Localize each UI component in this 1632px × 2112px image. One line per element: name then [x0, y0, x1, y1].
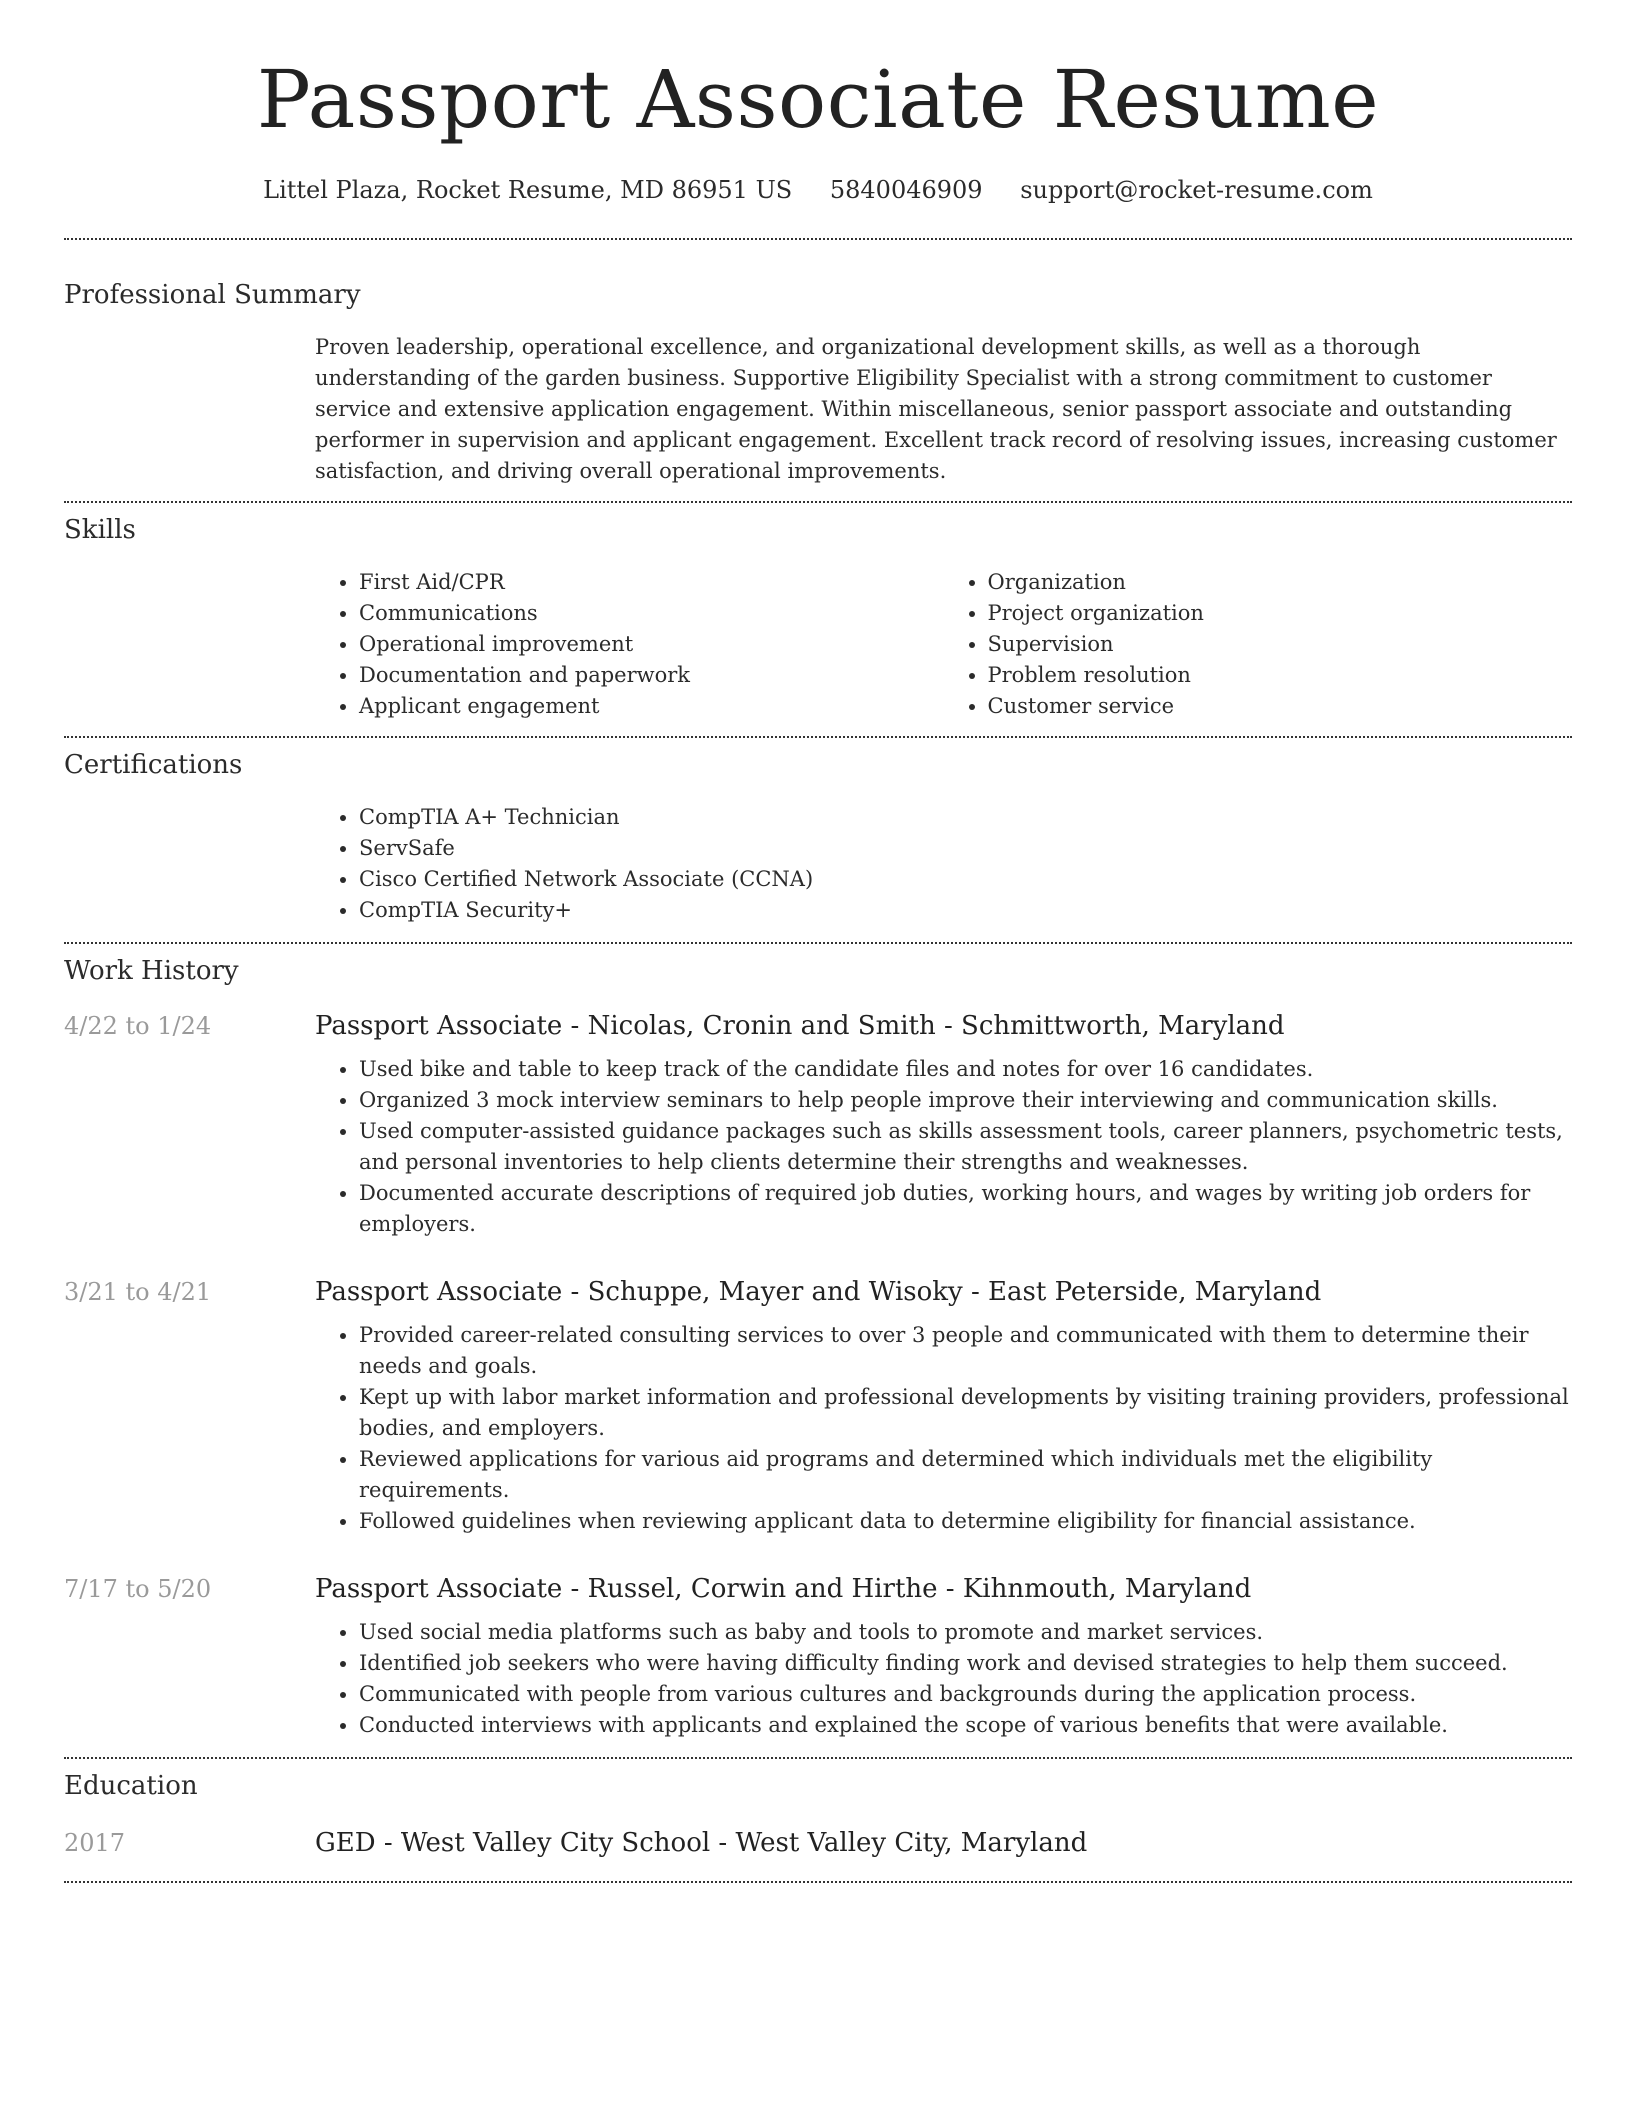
email: support@rocket-resume.com: [1020, 176, 1373, 204]
list-item: • ServSafe: [359, 833, 1572, 864]
job-title: Passport Associate - Russel, Corwin and Hirthe - Kihnmouth, Maryland: [315, 1574, 1252, 1604]
job-title: Passport Associate - Nicolas, Cronin and Smith - Schmittworth, Maryland: [315, 1011, 1285, 1041]
list-item: • Used social media platforms such as baby and tools to promote and market services.: [359, 1617, 1572, 1648]
work-history-heading: Work History: [64, 956, 239, 986]
list-item: • Kept up with labor market information and professional developments by visiting training providers, professional bodies, and employers.: [359, 1382, 1572, 1444]
list-item: • Used bike and table to keep track of the candidate files and notes for over 16 candidates.: [359, 1054, 1572, 1085]
education-section: [64, 1759, 1572, 1861]
certifications-list: [315, 802, 1572, 926]
list-item: • Organization: [988, 567, 1573, 598]
list-item: • Documentation and paperwork: [359, 660, 944, 691]
education-entry: [64, 1825, 1572, 1861]
job-bullets: [315, 1320, 1572, 1537]
list-item: • Project organization: [988, 598, 1573, 629]
page-title: Passport Associate Resume: [256, 53, 1380, 146]
education-title: GED - West Valley City School - West Valley City, Maryland: [315, 1828, 1088, 1858]
list-item: • Provided career-related consulting services to over 3 people and communicated with them to determine their needs and goals.: [359, 1320, 1572, 1382]
skills-list-left: [315, 567, 944, 722]
job-bullets: [315, 1054, 1572, 1240]
list-item: • Supervision: [988, 629, 1573, 660]
list-item: • Documented accurate descriptions of required job duties, working hours, and wages by writing job orders for employers.: [359, 1178, 1572, 1240]
job-dates: 4/22 to 1/24: [64, 1012, 212, 1040]
certifications-heading: Certifications: [64, 750, 243, 780]
list-item: • CompTIA Security+: [359, 895, 1572, 926]
list-item: • Communications: [359, 598, 944, 629]
certifications-section: [64, 738, 1572, 926]
job-dates: 3/21 to 4/21: [64, 1278, 212, 1306]
address: Littel Plaza, Rocket Resume, MD 86951 US: [263, 176, 793, 204]
contact-line: [64, 174, 1572, 206]
skills-list-right: [944, 567, 1573, 722]
education-heading: Education: [64, 1771, 198, 1801]
list-item: • Customer service: [988, 691, 1573, 722]
education-year: 2017: [64, 1829, 126, 1857]
list-item: • Operational improvement: [359, 629, 944, 660]
list-item: • Applicant engagement: [359, 691, 944, 722]
job-entry: [64, 1008, 1572, 1240]
list-item: • Used computer-assisted guidance packages such as skills assessment tools, career planners, psychometric tests, and personal inventories to help clients determine their strengths and weaknesses.: [359, 1116, 1572, 1178]
summary-heading: Professional Summary: [64, 280, 361, 310]
summary-section: [64, 240, 1572, 487]
list-item: • Communicated with people from various cultures and backgrounds during the application process.: [359, 1679, 1572, 1710]
list-item: • Problem resolution: [988, 660, 1573, 691]
work-history-section: [64, 944, 1572, 1741]
skills-heading: Skills: [64, 515, 136, 545]
list-item: • Cisco Certified Network Associate (CCNA): [359, 864, 1572, 895]
list-item: • First Aid/CPR: [359, 567, 944, 598]
job-entry: [64, 1571, 1572, 1741]
resume-page: [64, 0, 1572, 1883]
phone: 5840046909: [829, 176, 983, 204]
job-entry: [64, 1274, 1572, 1537]
job-bullets: [315, 1617, 1572, 1741]
list-item: • Organized 3 mock interview seminars to help people improve their interviewing and communication skills.: [359, 1085, 1572, 1116]
summary-text: Proven leadership, operational excellence, and organizational development skills, as well as a thorough understanding of the garden business. Supportive Eligibility Specialist with a strong commitment to customer service and extensive application engagement. Within miscellaneous, senior passport associate and outstanding performer in supervision and applicant engagement. Excellent track record of resolving issues, increasing customer satisfaction, and driving overall operational improvements.: [315, 335, 1557, 483]
skills-grid: [315, 567, 1572, 722]
job-title: Passport Associate - Schuppe, Mayer and Wisoky - East Peterside, Maryland: [315, 1277, 1322, 1307]
list-item: • Identified job seekers who were having difficulty finding work and devised strategies to help them succeed.: [359, 1648, 1572, 1679]
job-dates: 7/17 to 5/20: [64, 1575, 212, 1603]
list-item: • Conducted interviews with applicants and explained the scope of various benefits that were available.: [359, 1710, 1572, 1741]
skills-section: [64, 503, 1572, 722]
certifications-body: [315, 802, 1572, 926]
list-item: • Followed guidelines when reviewing applicant data to determine eligibility for financial assistance.: [359, 1506, 1572, 1537]
list-item: • Reviewed applications for various aid programs and determined which individuals met the eligibility requirements.: [359, 1444, 1572, 1506]
list-item: • CompTIA A+ Technician: [359, 802, 1572, 833]
divider: [64, 1881, 1572, 1883]
